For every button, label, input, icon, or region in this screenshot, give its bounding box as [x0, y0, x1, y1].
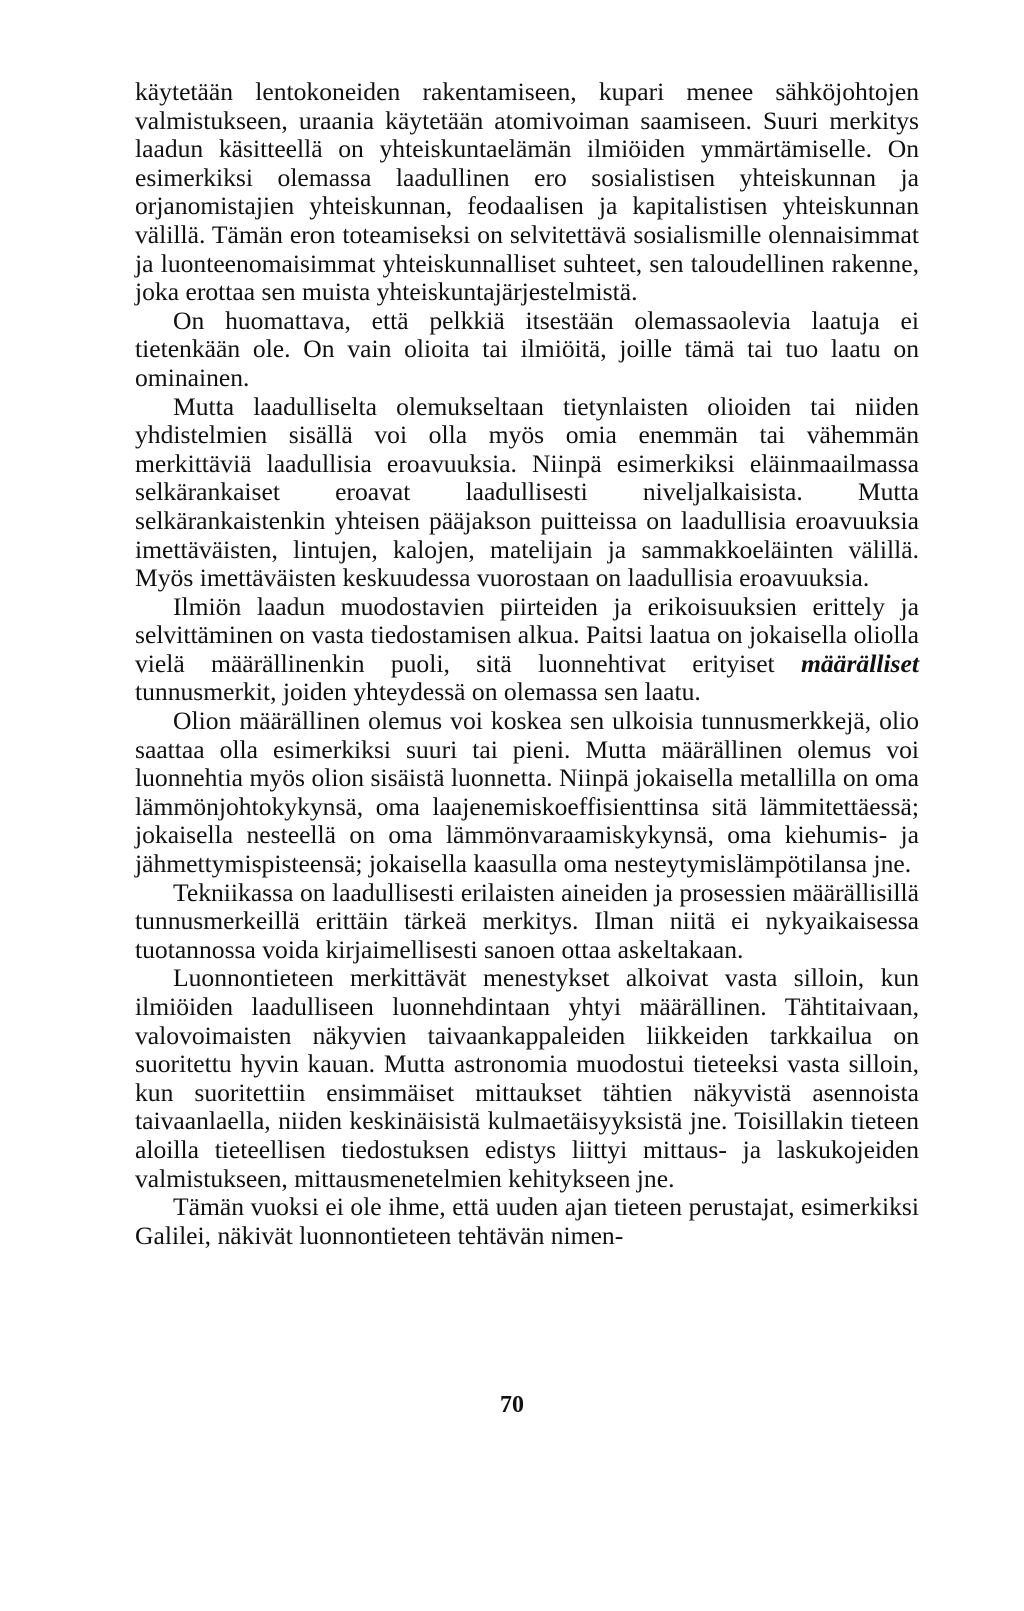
paragraph-8: Tämän vuoksi ei ole ihme, että uuden ajan tieteen perustajat, esimerkiksi Galilei, näkivät luonnontieteen tehtävän nimen- [135, 1192, 919, 1250]
paragraph-4-after: tunnusmerkit, joiden yhteydessä on olemassa sen laatu. [135, 677, 701, 707]
paragraph-7: Luonnontieteen merkittävät menestykset alkoivat vasta silloin, kun ilmiöiden laadulliseen luonnehdintaan yhtyi määrällinen. Tähtitaivaan, valovoimaisten näkyvien taivaankappaleiden liikkeiden tarkkailua on suoritettu hyvin kauan. Mutta astronomia muodostui tieteeksi vasta silloin, kun suoritettiin ensimmäiset mittaukset tähtien näkyvistä asennoista taivaanlaella, niiden keskinäisistä kulmaetäisyyksistä jne. Toisillakin tieteen aloilla tieteellisen tiedostuksen edistys liittyi mittaus- ja laskukojeiden valmistukseen, mittausmenetelmien kehitykseen jne. [135, 963, 919, 1193]
paragraph-5: Olion määrällinen olemus voi koskea sen ulkoisia tunnusmerkkejä, olio saattaa olla esimerkiksi suuri tai pieni. Mutta määrällinen olemus voi luonnehtia myös olion sisäistä luonnetta. Niinpä jokaisella metallilla on oma lämmönjohtokykynsä, oma laajenemiskoeffisienttinsa sitä lämmitettäessä; jokaisella nesteellä on oma lämmönvaraamiskykynsä, oma kiehumis- ja jähmettymispisteensä; jokaisella kaasulla oma nesteytymislämpötilansa jne. [135, 706, 919, 879]
paragraph-4-before: Ilmiön laadun muodostavien piirteiden ja erikoisuuksien erittely ja selvittäminen on vasta tiedostamisen alkua. Paitsi laatua on jokaisella oliolla vielä määrällinenkin puoli, sitä luonnehtivat erityiset [135, 591, 919, 678]
page-number: 70 [500, 1392, 524, 1418]
emphasis-maarallinen: määrälliset [800, 648, 919, 678]
paragraph-1: käytetään lentokoneiden rakentamiseen, kupari menee sähköjohtojen valmistukseen, uraania käytetään atomivoiman saamiseen. Suuri merkitys laadun käsitteellä on yhteiskuntaelämän ilmiöiden ymmärtämiselle. On esimerkiksi olemassa laadullinen ero sosialistisen yhteiskunnan ja orjanomistajien yhteiskunnan, feodaalisen ja kapitalistisen yhteiskunnan välillä. Tämän eron toteamiseksi on selvitettävä sosialismille olennaisimmat ja luonteenomaisimmat yhteiskunnalliset suhteet, sen taloudellinen rakenne, joka erottaa sen muista yhteiskuntajärjestelmistä. [135, 77, 919, 307]
paragraph-4 [135, 593, 919, 707]
paragraph-2: On huomattava, että pelkkiä itsestään olemassaolevia laatuja ei tietenkään ole. On vain olioita tai ilmiöitä, joille tämä tai tuo laatu on ominainen. [135, 305, 919, 392]
page-body [135, 78, 919, 1250]
paragraph-3: Mutta laadulliselta olemukseltaan tietynlaisten olioiden tai niiden yhdistelmien sisällä voi olla myös omia enemmän tai vähemmän merkittäviä laadullisia eroavuuksia. Niinpä esimerkiksi eläinmaailmassa selkärankaiset eroavat laadullisesti niveljalkaisista. Mutta selkärankaistenkin yhteisen pääjakson puitteissa on laadullisia eroavuuksia imettäväisten, lintujen, kalojen, matelijain ja sammakkoeläinten välillä. Myös imettäväisten keskuudessa vuorostaan on laadullisia eroavuuksia. [135, 391, 919, 593]
paragraph-6: Tekniikassa on laadullisesti erilaisten aineiden ja prosessien määrällisillä tunnusmerkeillä erittäin tärkeä merkitys. Ilman niitä ei nykyaikaisessa tuotannossa voida kirjaimellisesti sanoen ottaa askeltakaan. [135, 877, 919, 964]
